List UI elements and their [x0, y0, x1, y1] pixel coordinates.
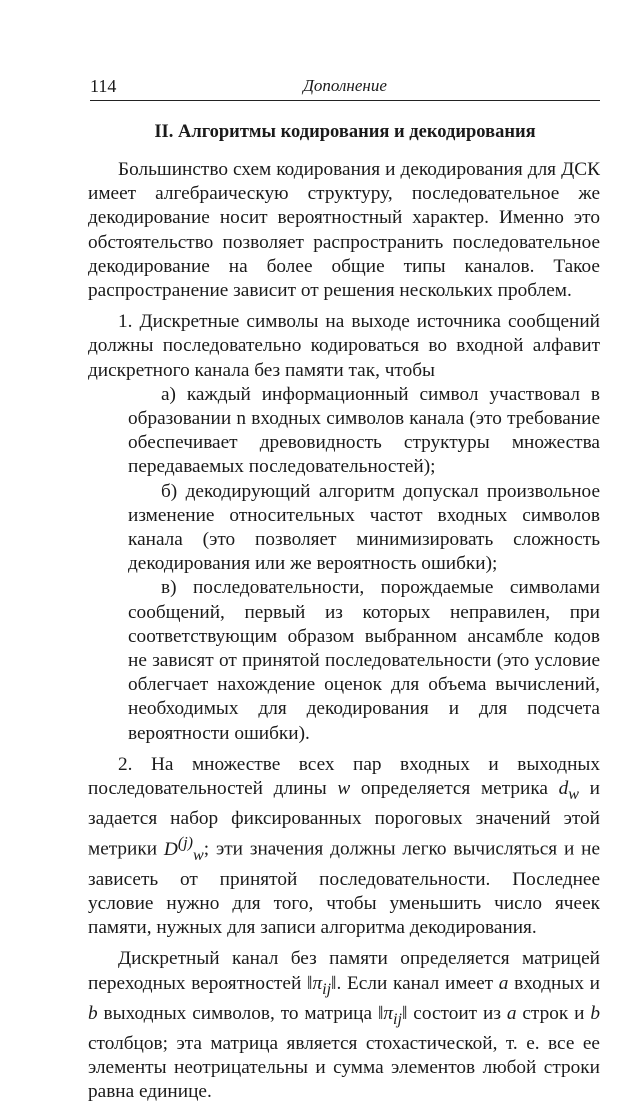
math-a-2: a — [506, 1002, 517, 1024]
matrix-pi-ij: $‖\pi_{ij}‖$ — [307, 972, 337, 998]
item-2-text-3: и задается набор фиксированных пороговых значений этой метрики — [88, 778, 600, 860]
math-w: w — [337, 778, 351, 800]
running-title: Дополнение — [303, 76, 387, 95]
item-1b-paragraph: б) декодирующий алгоритм допускал произвольное изменение относительных частот входных символов канала (это позволяет минимизировать сложность декодирования или же вероятность ошибки); — [128, 480, 600, 575]
closing-paragraph: Дискретный канал без памяти определяется матрицей переходных вероятностей $‖\pi_{ij}‖$. Если канал имеет a входных и b выходных символов, то матрица $‖\pi_{ij}‖$ состоит из a строк и b столбцов; эта матрица является стохастической, т. е. все ее элементы неотрицательны и сумма элементов любой строки равна единице. — [88, 948, 601, 1103]
math-a: a — [498, 972, 509, 994]
item-2-text-2: определяется метрика — [350, 778, 559, 800]
item-2-text-1: 2. На множестве всех пар входных и выходных последовательностей длины — [88, 753, 600, 800]
body-text — [88, 158, 600, 1104]
math-d-w: $d_w$ — [558, 778, 580, 803]
item-2-text-4: ; эти значения должны легко вычисляться и не зависеть от принятой последовательности. Последнее условие нужно для того, чтобы уменьшить число ячеек памяти, нужных для записи алгоритма декодирования. — [88, 838, 600, 939]
item-2-paragraph — [88, 753, 600, 941]
item-1-paragraph: 1. Дискретные символы на выходе источника сообщений должны последовательно кодироваться во входной алфавит дискретного канала без памяти так, чтобы — [88, 311, 600, 381]
math-b: b — [88, 1002, 98, 1024]
math-D-w-j: $D^{(j)}_w$ — [163, 834, 204, 864]
math-b-2: b — [590, 1002, 600, 1024]
intro-paragraph: Большинство схем кодирования и декодирования для ДСК имеет алгебраическую структуру, последовательное же декодирование носит вероятностный характер. Именно это обстоятельство позволяет распространить последовательное декодирование на более общие типы каналов. Такое распространение зависит от решения нескольких проблем. — [88, 159, 600, 302]
page-number: 114 — [90, 76, 117, 96]
section-title: II. Алгоритмы кодирования и декодирования — [154, 122, 536, 142]
page-header — [90, 74, 600, 101]
item-1a-paragraph: а) каждый информационный символ участвовал в образовании n входных символов канала (это требование обеспечивает древовидность структуры множества передаваемых последовательностей); — [128, 383, 600, 478]
matrix-pi-ij-2: $‖\pi_{ij}‖$ — [377, 1002, 408, 1028]
item-1c-paragraph: в) последовательности, порождаемые символами сообщений, первый из которых неправилен, при соответствующим образом выбранном ансамбле кодов не зависят от принятой последовательности (это условие облегчает нахождение оценок для объема вычислений, необходимых для декодирования и для подсчета вероятности ошибки). — [128, 577, 600, 744]
